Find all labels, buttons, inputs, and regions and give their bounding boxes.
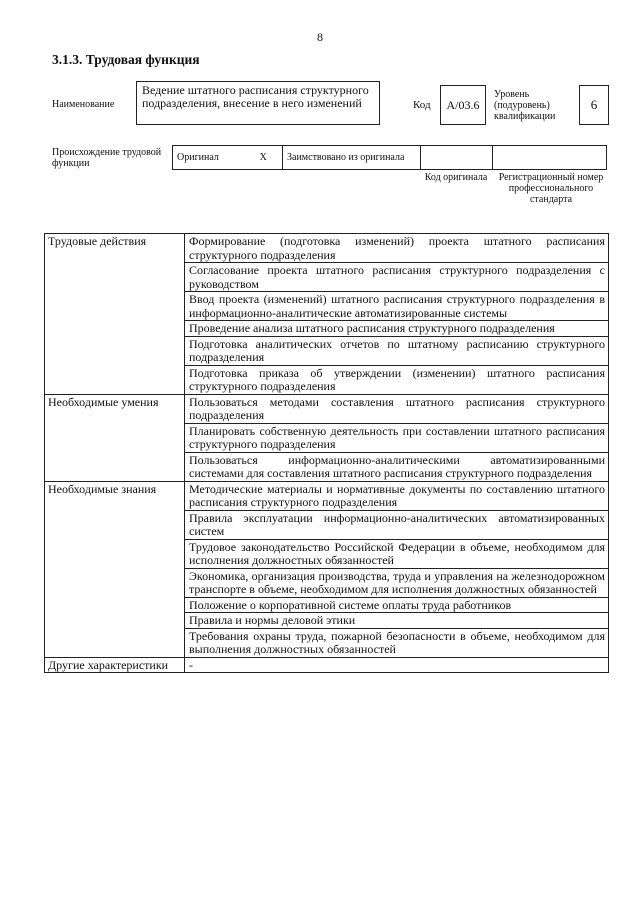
function-details-table	[44, 233, 609, 673]
section-title: 3.1.3. Трудовая функция	[52, 52, 200, 67]
category-spacer	[45, 628, 185, 657]
category-spacer	[45, 263, 185, 292]
requirement-item: Положение о корпоративной системе оплаты труда работников	[185, 597, 609, 613]
category-spacer	[45, 321, 185, 337]
category-spacer	[45, 423, 185, 452]
original-label: Оригинал	[173, 146, 245, 170]
requirement-item: Требования охраны труда, пожарной безопасности в объеме, необходимом для выполнения должностных обязанностей	[185, 628, 609, 657]
page-number: 8	[317, 30, 323, 44]
table-row	[45, 510, 609, 539]
category-spacer	[45, 613, 185, 629]
category-label: Необходимые знания	[45, 481, 185, 510]
table-row	[45, 423, 609, 452]
borrowed-label: Заимствовано из оригинала	[283, 146, 421, 170]
requirement-item: Трудовое законодательство Российской Федерации в объеме, необходимом для исполнения должностных обязанностей	[185, 539, 609, 568]
level-label: Уровень (подуровень) квалификации	[494, 89, 556, 122]
table-row	[45, 628, 609, 657]
table-row	[45, 321, 609, 337]
function-name-box: Ведение штатного расписания структурного подразделения, внесение в него изменений	[136, 81, 380, 125]
requirement-item: Согласование проекта штатного расписания структурного подразделения с руководством	[185, 263, 609, 292]
origin-label: Происхождение трудовой функции	[52, 147, 162, 169]
requirement-item: Формирование (подготовка изменений) проекта штатного расписания структурного подразделения	[185, 234, 609, 263]
requirement-item: Пользоваться методами составления штатного расписания структурного подразделения	[185, 394, 609, 423]
table-row	[45, 657, 609, 673]
category-spacer	[45, 539, 185, 568]
requirement-item: Методические материалы и нормативные документы по составлению штатного расписания структурного подразделения	[185, 481, 609, 510]
code-label: Код	[413, 99, 431, 111]
table-row	[45, 539, 609, 568]
category-spacer	[45, 365, 185, 394]
category-label: Другие характеристики	[45, 657, 185, 673]
origin-table	[172, 145, 607, 170]
requirement-item: Подготовка приказа об утверждении (изменении) штатного расписания структурного подразделения	[185, 365, 609, 394]
level-value-box: 6	[579, 85, 609, 125]
category-spacer	[45, 336, 185, 365]
table-row	[45, 234, 609, 263]
original-mark: X	[245, 146, 283, 170]
table-row	[45, 613, 609, 629]
requirement-item: Ввод проекта (изменений) штатного расписания структурного подразделения в информационно-аналитические автоматизированные системы	[185, 292, 609, 321]
requirement-item: Правила и нормы деловой этики	[185, 613, 609, 629]
table-row	[45, 263, 609, 292]
table-row	[45, 568, 609, 597]
requirement-item: Планировать собственную деятельность при составлении штатного расписания структурного подразделения	[185, 423, 609, 452]
table-row	[45, 481, 609, 510]
original-code-cell	[421, 146, 493, 170]
code-value-box: А/03.6	[440, 85, 486, 125]
requirement-item: Экономика, организация производства, труда и управления на железнодорожном транспорте в объеме, необходимом для исполнения должностных обязанностей	[185, 568, 609, 597]
requirement-item: -	[185, 657, 609, 673]
table-row	[45, 365, 609, 394]
table-row	[45, 452, 609, 481]
requirement-item: Подготовка аналитических отчетов по штатному расписанию структурного подразделения	[185, 336, 609, 365]
registration-number-caption: Регистрационный номер профессионального стандарта	[498, 172, 604, 205]
original-code-caption: Код оригинала	[424, 172, 488, 183]
category-spacer	[45, 510, 185, 539]
name-label: Наименование	[52, 99, 115, 110]
registration-number-cell	[493, 146, 607, 170]
table-row	[45, 336, 609, 365]
category-label: Трудовые действия	[45, 234, 185, 263]
requirement-item: Правила эксплуатации информационно-аналитических автоматизированных систем	[185, 510, 609, 539]
table-row	[45, 394, 609, 423]
category-label: Необходимые умения	[45, 394, 185, 423]
category-spacer	[45, 568, 185, 597]
table-row	[45, 292, 609, 321]
category-spacer	[45, 597, 185, 613]
category-spacer	[45, 292, 185, 321]
requirement-item: Проведение анализа штатного расписания структурного подразделения	[185, 321, 609, 337]
requirement-item: Пользоваться информационно-аналитическими автоматизированными системами для составления штатного расписания структурного подразделения	[185, 452, 609, 481]
category-spacer	[45, 452, 185, 481]
table-row	[45, 597, 609, 613]
